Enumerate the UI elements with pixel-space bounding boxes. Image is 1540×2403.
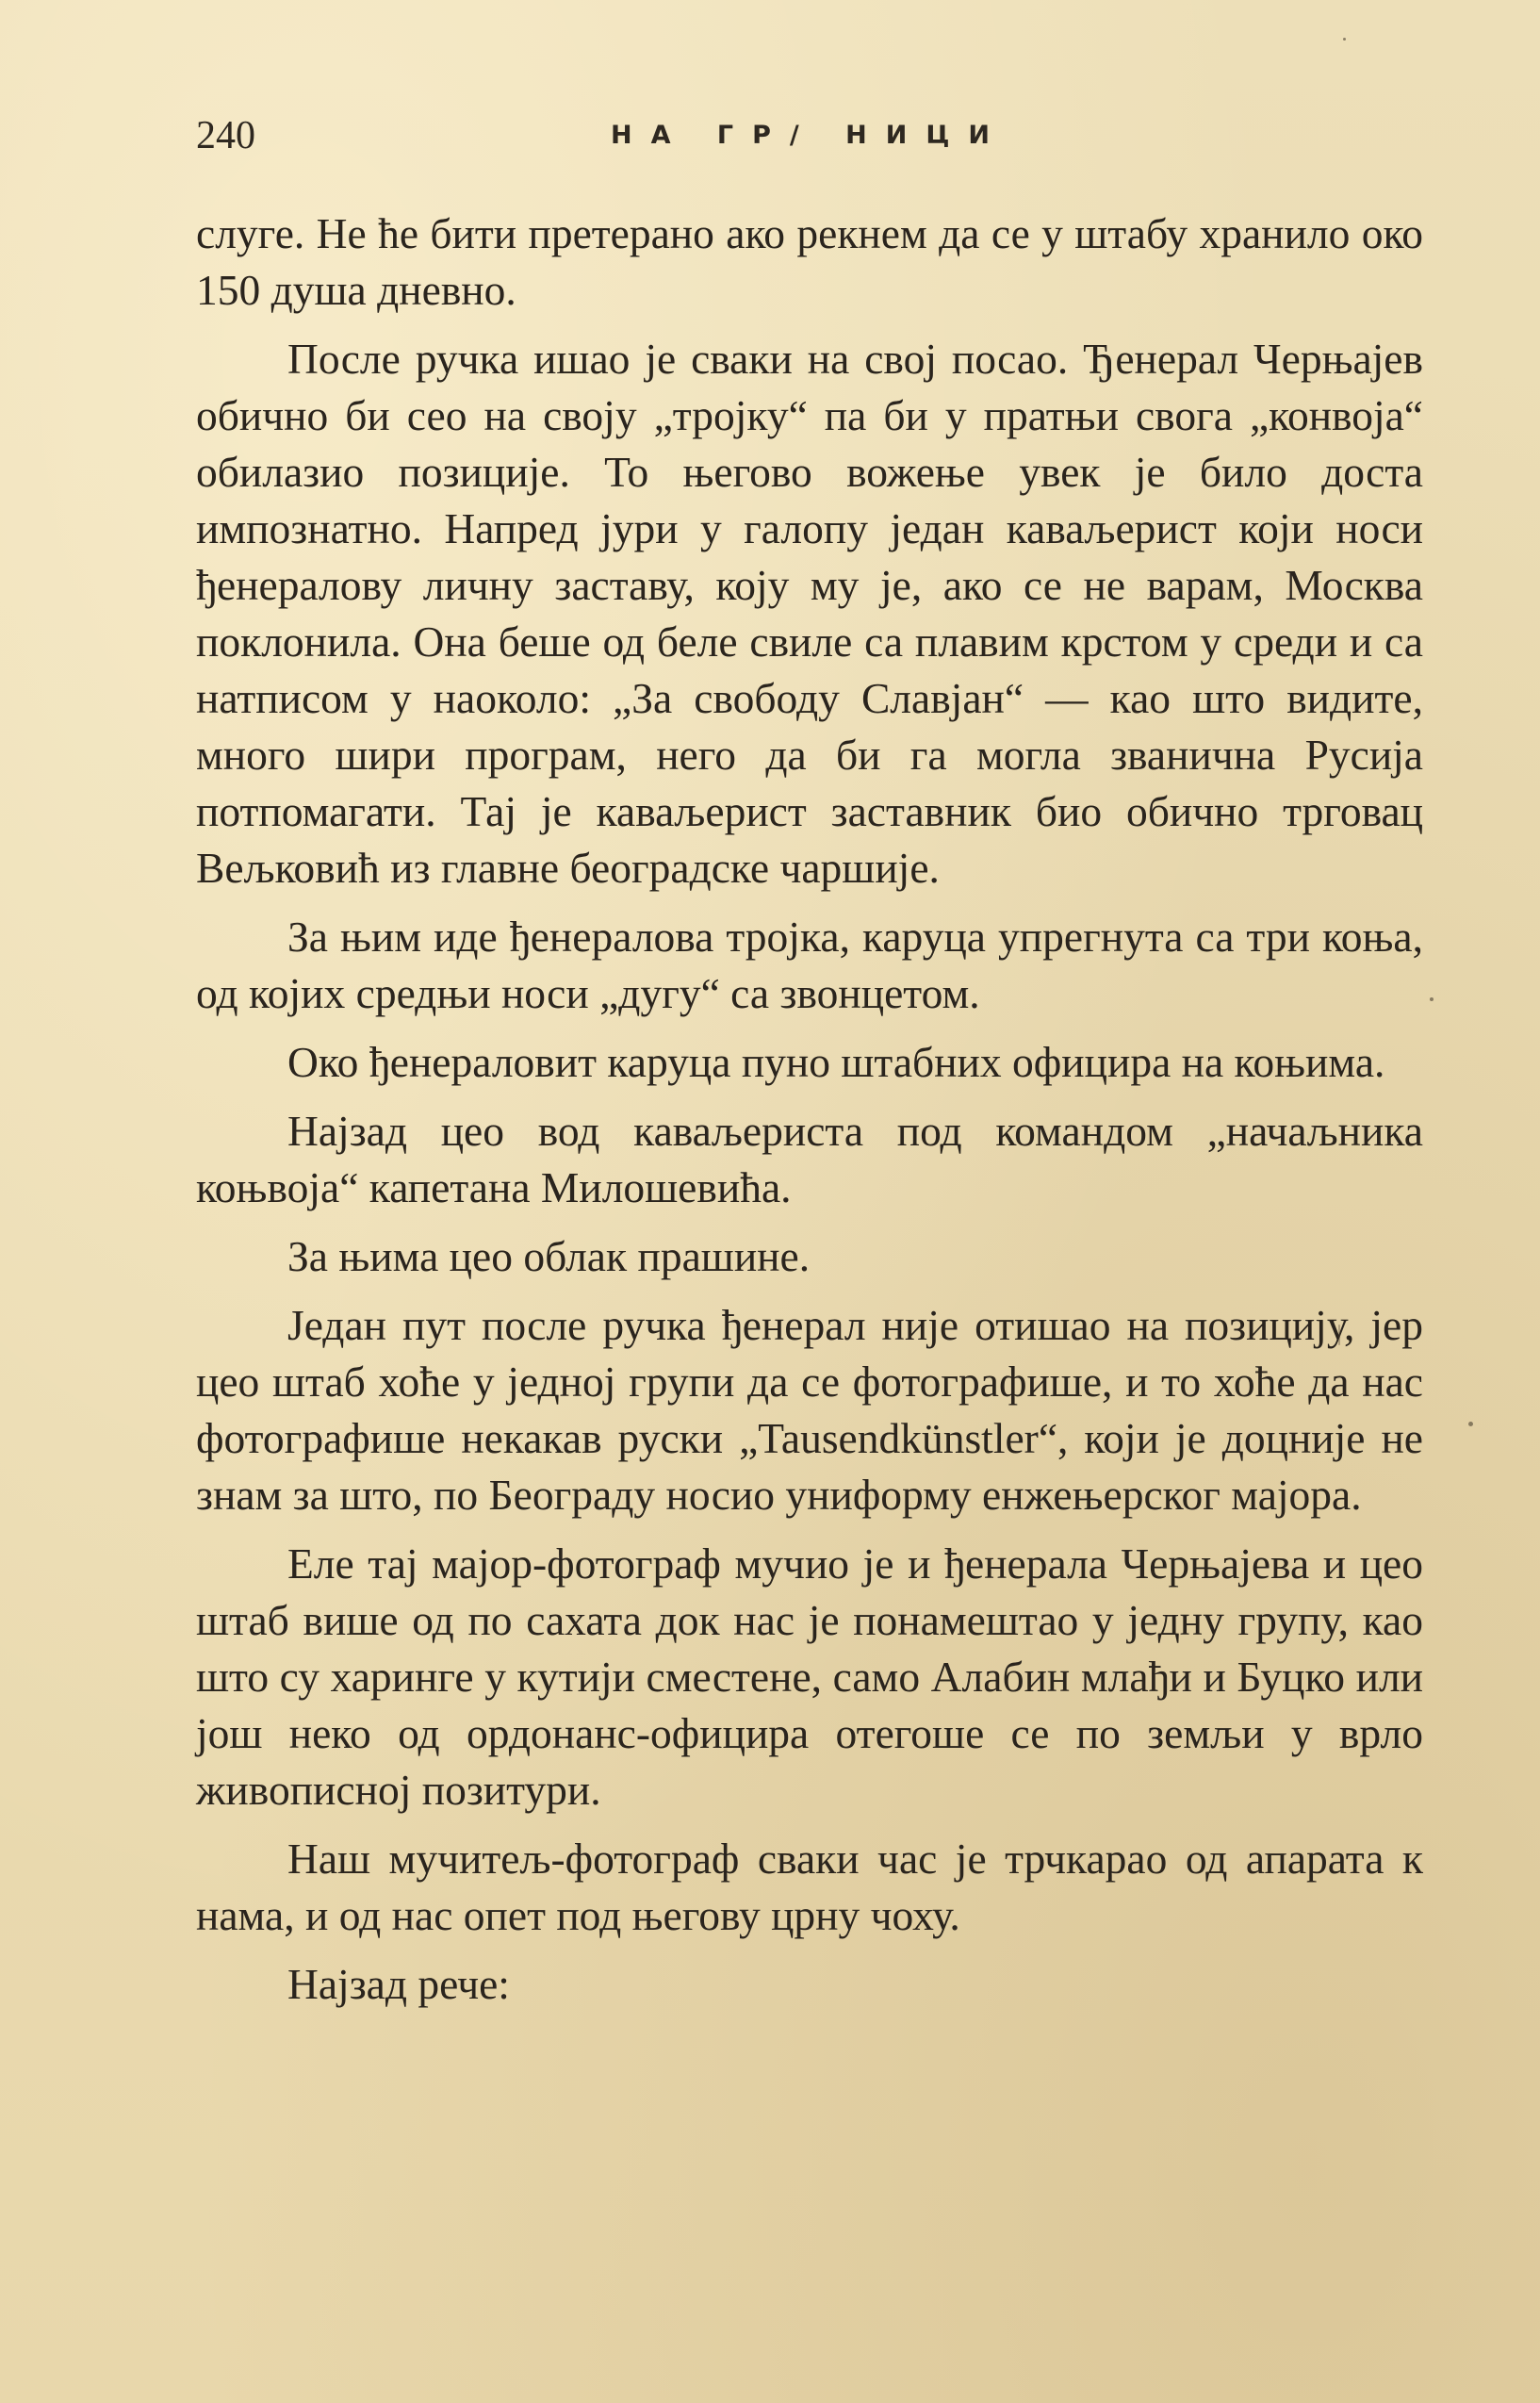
page-number: 240: [196, 114, 255, 157]
paper-speck: [1343, 38, 1346, 41]
paragraph: Око ђенераловит каруца пуно штабних официра на коњима.: [287, 1038, 1385, 1086]
paragraph: Наш мучитељ-фотограф сваки час је трчкарао од апарата к нама, и од нас опет под његову црну чоху.: [196, 1835, 1423, 1939]
paragraph: После ручка ишао је сваки на свој посао. Ђенерал Черњајев обично би сео на своју „тројку“ па би у пратњи свога „конвоја“ обилазио позиције. То његово вожење увек је било доста импознатно. Напред јури у галопу један каваљерист који носи ђенералову личну заставу, коју му је, ако се не варам, Москва поклонила. Она беше од беле свиле са плавим крстом у среди и са натписом у наоколо: „За свободу Славјан“ — као што видите, много шири програм, него да би га могла званична Русија потпомагати. Тај је каваљерист заставник био обично трговац Вељковић из главне београдске чаршије.: [196, 335, 1423, 892]
body-text: [196, 206, 1423, 2025]
paragraph: Најзад рече:: [287, 1960, 510, 2008]
paragraph: Еле тај мајор-фотограф мучио је и ђенерала Черњајева и цео штаб више од по сахата док нас је понамештао у једну групу, као што су харинге у кутији сместене, само Алабин млађи и Буцко или још неко од ордонанс-официра отегоше се по земљи у врло живописној позитури.: [196, 1539, 1423, 1814]
paragraph: За њима цео облак прашине.: [287, 1232, 811, 1280]
paragraph: Најзад цео вод каваљериста под командом „начаљника коњвоја“ капетана Милошевића.: [196, 1107, 1423, 1211]
paragraph: За њим иде ђенералова тројка, каруца упрегнута са три коња, од којих средњи носи „дугу“ са звонцетом.: [196, 913, 1423, 1017]
paper-speck: [1468, 1422, 1473, 1426]
paper-speck: [1430, 997, 1434, 1001]
paragraph: слуге. Не ће бити претерано ако рекнем да се у штабу хранило око 150 душа дневно.: [196, 209, 1423, 314]
running-head: НА ГР/ НИЦИ: [611, 121, 1008, 150]
paper-speck: [1338, 1325, 1340, 1345]
paragraph: Један пут после ручка ђенерал није отишао на позицију, јер цео штаб хоће у једној групи да се фотографише, и то хоће да нас фотографише некакав руски „Tausendkünstler“, који је доцније не знам за што, по Београду носио униформу енжењерског мајора.: [196, 1301, 1423, 1519]
page-header: [196, 111, 1421, 168]
